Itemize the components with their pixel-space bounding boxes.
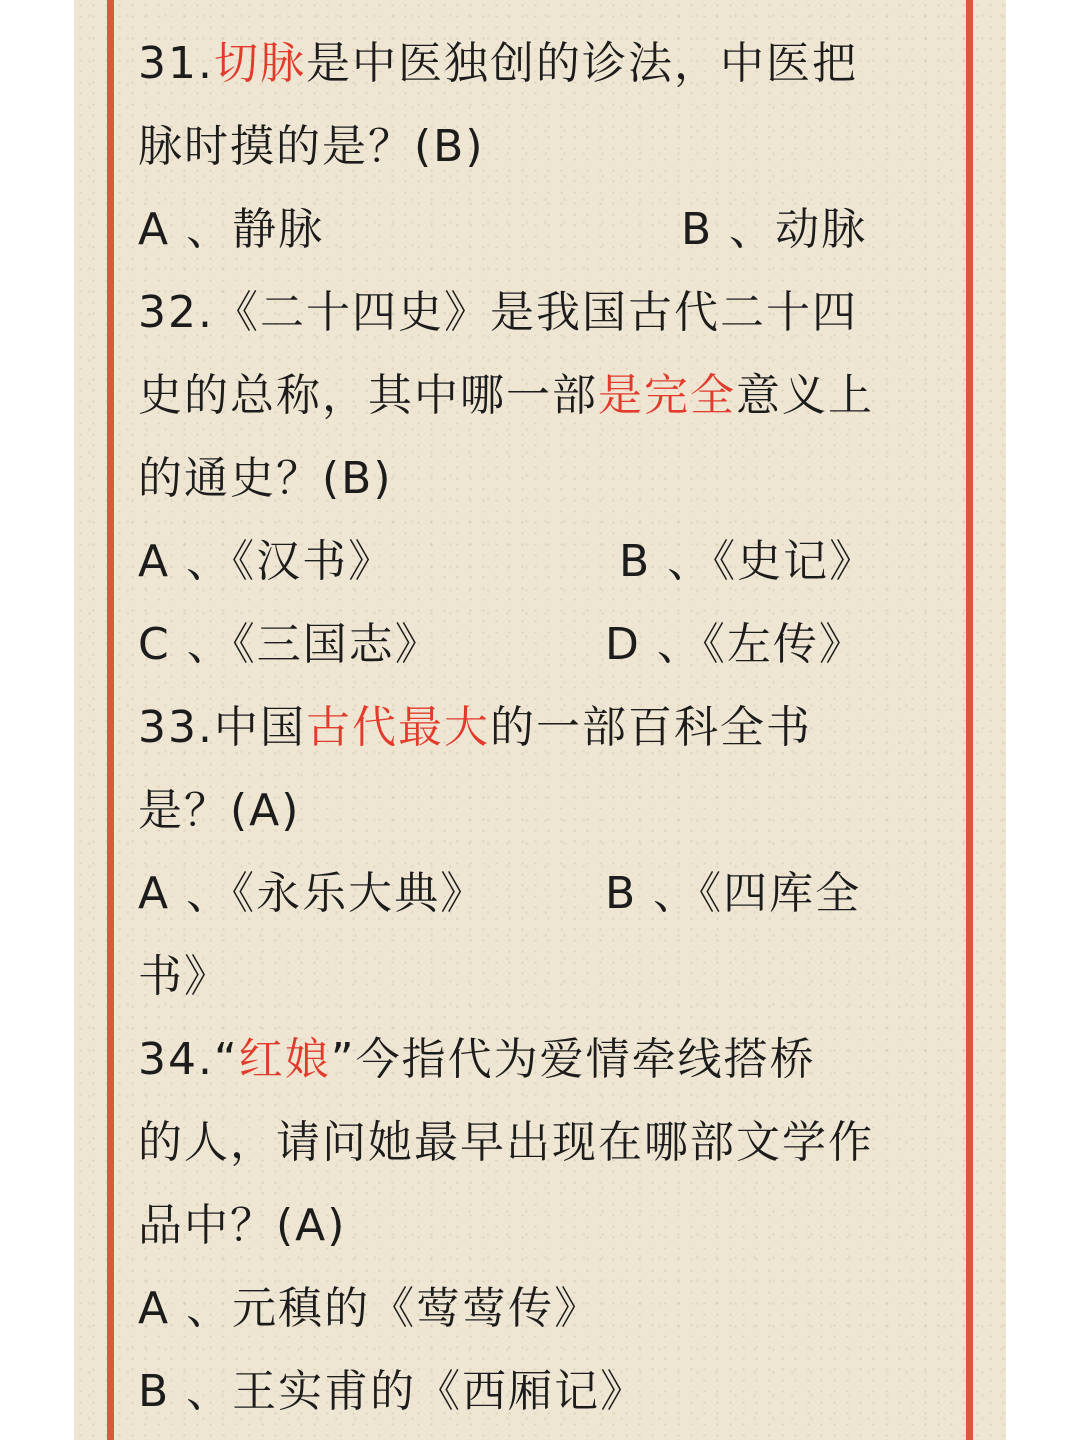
q33-line-2: 是？(A) <box>138 785 301 836</box>
q33-options <box>138 852 948 935</box>
q32-line-1: 32.《二十四史》是我国古代二十四 <box>138 287 858 338</box>
q32-option-c: C 、《三国志》 <box>138 619 441 670</box>
q34-line-2: 的人，请问她最早出现在哪部文学作 <box>138 1117 874 1168</box>
right-border-rule <box>966 0 973 1440</box>
q32-line-2: 史的总称，其中哪一部是完全意义上 <box>138 370 874 421</box>
highlight-text: 红娘 <box>238 1034 331 1085</box>
q33-option-b-cont: 书》 <box>138 951 230 1002</box>
q34-option-a: A 、元稹的《莺莺传》 <box>138 1283 601 1334</box>
q31-options <box>138 188 948 271</box>
q32-line-3: 的通史？(B) <box>138 453 393 504</box>
q33-option-a: A 、《永乐大典》 <box>138 868 487 919</box>
q32-option-d: D 、《左传》 <box>605 619 865 670</box>
highlight-text: 是完全 <box>598 370 736 421</box>
q31-option-b: B 、动脉 <box>681 204 868 255</box>
quiz-content <box>138 22 948 1433</box>
left-border-rule <box>107 0 114 1440</box>
q31-option-a: A 、静脉 <box>138 204 325 255</box>
highlight-text: 古代最大 <box>305 702 490 753</box>
highlight-text: 切脉 <box>213 38 306 89</box>
q34-line-1: 34.“红娘”今指代为爱情牵线搭桥 <box>138 1034 816 1085</box>
q33-line-1: 33.中国古代最大的一部百科全书 <box>138 702 812 753</box>
q31-line-1: 31.切脉是中医独创的诊法，中医把 <box>138 38 858 89</box>
q33-option-b: B 、《四库全 <box>605 868 862 919</box>
q32-option-b: B 、《史记》 <box>619 536 876 587</box>
q32-options-cd <box>138 603 948 686</box>
q32-options-ab <box>138 520 948 603</box>
q32-option-a: A 、《汉书》 <box>138 536 395 587</box>
q34-option-b: B 、王实甫的《西厢记》 <box>138 1366 647 1417</box>
q34-line-3: 品中？(A) <box>138 1200 347 1251</box>
q31-line-2: 脉时摸的是？(B) <box>138 121 485 172</box>
